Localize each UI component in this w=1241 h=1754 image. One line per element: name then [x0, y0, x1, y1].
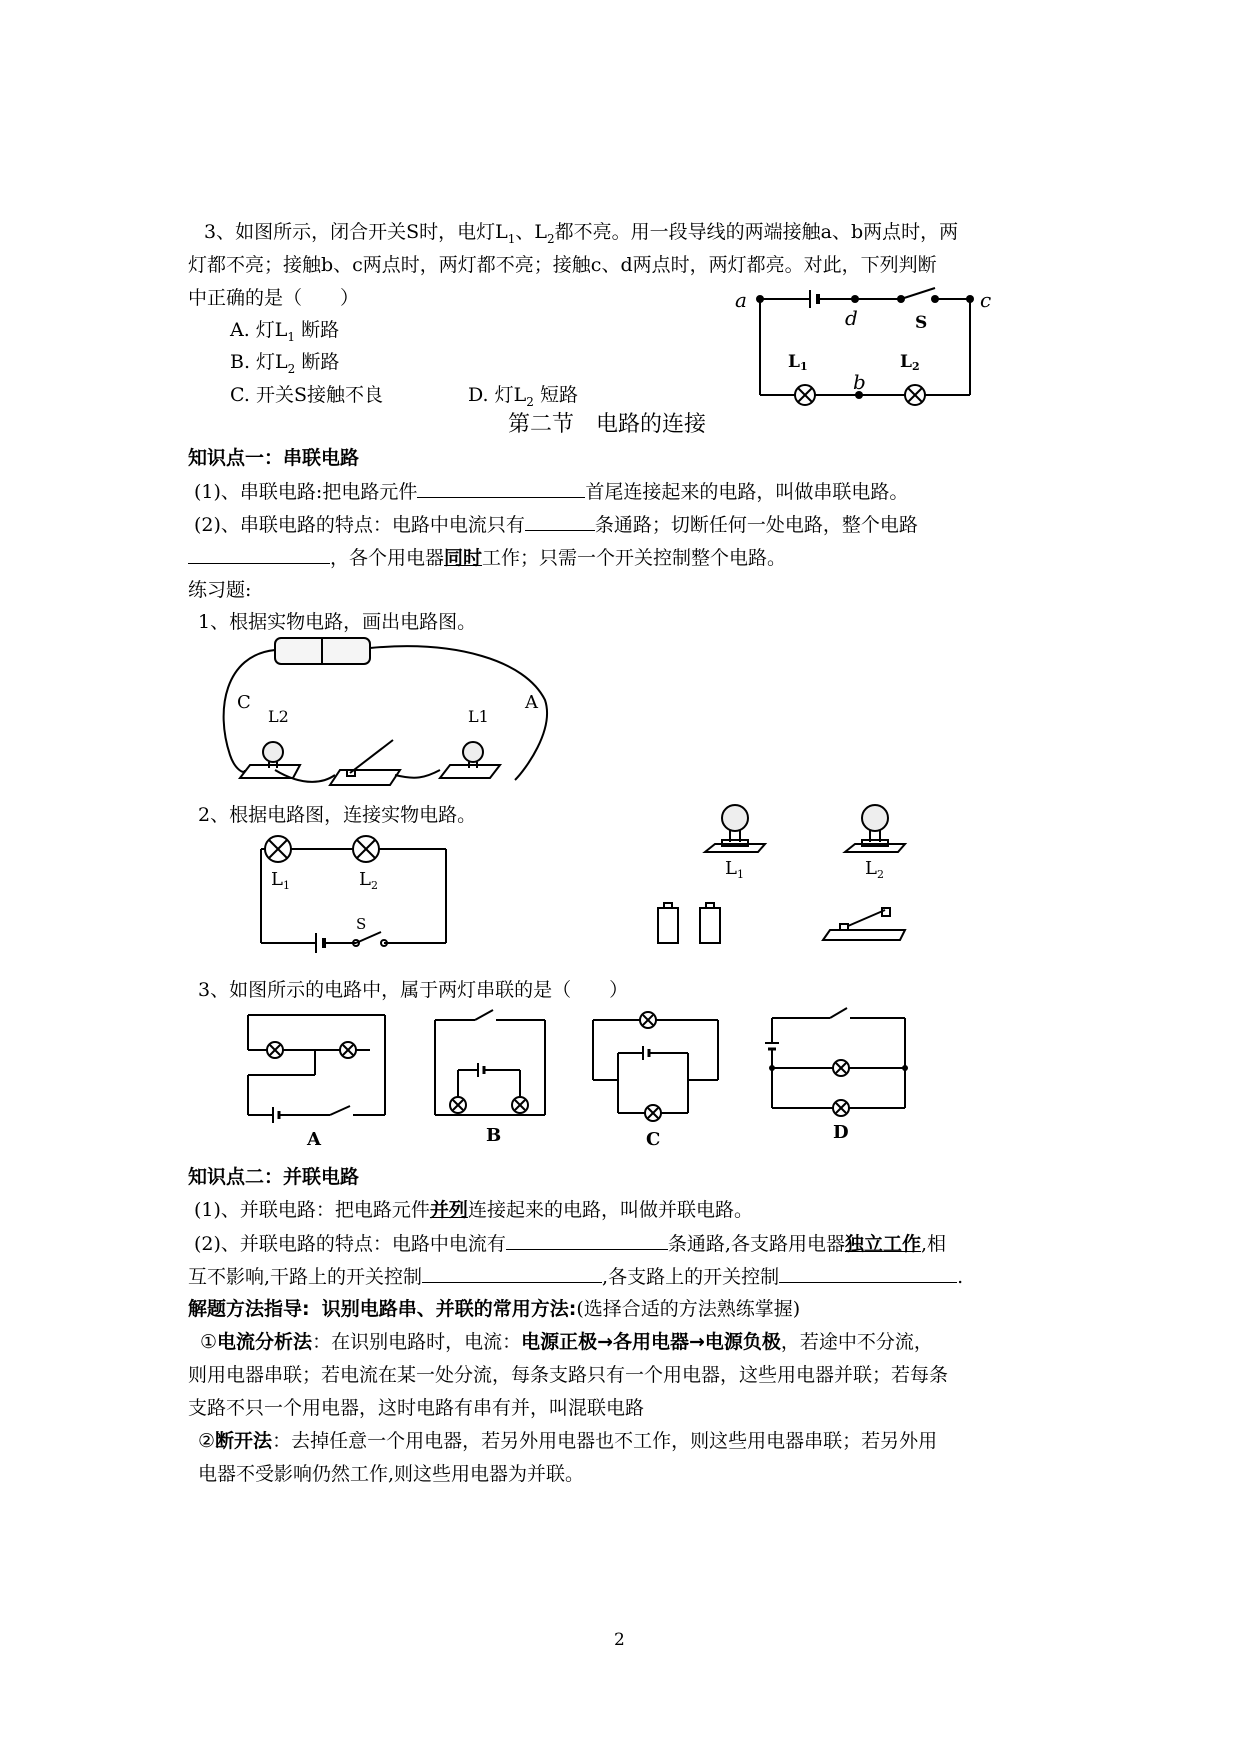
kp2-blank-1[interactable] — [506, 1231, 668, 1250]
ex2-battery-icon — [655, 898, 725, 948]
ex2-switch-icon — [820, 898, 910, 948]
q3-circuit-diagram — [725, 285, 1025, 405]
ex2-lamp-l2-label: $L_2$ — [865, 858, 884, 881]
kp1-paragraph-2-cont: ，各个用电器同时工作；只需一个开关控制整个电路。 — [188, 545, 786, 571]
kp2-heading: 知识点二：并联电路 — [188, 1166, 360, 1188]
ex3-label-c: C — [646, 1129, 661, 1150]
q3-option-d: D. 灯$L_2$ 短路 — [468, 384, 578, 409]
method-2-line2: 电器不受影响仍然工作,则这些用电器为并联。 — [198, 1463, 585, 1485]
ex3-label-a: A — [307, 1129, 321, 1150]
method-2-line1: ②断开法：去掉任意一个用电器，若另外用电器也不工作，则这些用电器串联；若另外用 — [198, 1430, 938, 1452]
kp2-blank-2[interactable] — [422, 1264, 602, 1283]
q3-line1: 3、如图所示，闭合开关S时，电灯$L_1$、$L_2$都不亮。用一段导线的两端接触a、b两点时，两 — [204, 221, 959, 246]
kp1-heading: 知识点一：串联电路 — [188, 447, 360, 469]
method-1-line2: 则用电器串联；若电流在某一处分流，每条支路只有一个用电器，这些用电器并联；若每条 — [188, 1364, 949, 1386]
ex1-physical-circuit — [225, 630, 565, 790]
kp1-blank-1[interactable] — [417, 479, 585, 498]
kp1-paragraph-1: (1)、串联电路:把电路元件 首尾连接起来的电路，叫做串联电路。 — [194, 481, 909, 503]
ex3-label-d: D — [833, 1122, 849, 1143]
q3-option-b: B. 灯$L_2$ 断路 — [230, 351, 340, 376]
ex3-circuit-a — [245, 1010, 395, 1150]
ex1-label-c: C — [237, 692, 251, 713]
ex1-text: 1、根据实物电路，画出电路图。 — [198, 611, 477, 633]
kp2-blank-3[interactable] — [779, 1264, 957, 1283]
ex2-text: 2、根据电路图，连接实物电路。 — [198, 804, 477, 826]
ex2-label-l1: $L_1$ — [271, 869, 290, 892]
method-1-line3: 支路不只一个用电器，这时电路有串有并，叫混联电路 — [188, 1397, 645, 1419]
q3-label-d: d — [845, 306, 858, 330]
ex3-circuit-c — [588, 1005, 728, 1150]
method-heading: 解题方法指导: 识别电路串、并联的常用方法:(选择合适的方法熟练掌握) — [188, 1298, 801, 1320]
q3-option-a: A. 灯$L_1$ 断路 — [230, 319, 340, 344]
ex1-label-a: A — [525, 692, 538, 713]
ex2-label-s: S — [356, 915, 367, 933]
kp1-blank-3[interactable] — [188, 545, 330, 564]
ex3-label-b: B — [486, 1125, 502, 1146]
page-number: 2 — [614, 1630, 625, 1650]
q3-label-l1: L1 — [788, 352, 808, 373]
section-title: 第二节 电路的连接 — [508, 412, 707, 437]
q3-label-b: b — [853, 370, 866, 394]
ex2-circuit-diagram — [256, 835, 456, 947]
kp1-paragraph-2: (2)、串联电路的特点：电路中电流只有 条通路；切断任何一处电路，整个电路 — [194, 514, 918, 536]
q3-label-s: S — [915, 313, 928, 333]
kp1-blank-2[interactable] — [525, 512, 595, 531]
q3-option-c: C. 开关S接触不良 — [230, 384, 383, 406]
kp2-paragraph-2-cont: 互不影响,干路上的开关控制 ,各支路上的开关控制 . — [188, 1266, 964, 1288]
ex2-lamp-l1-label: $L_1$ — [725, 858, 744, 881]
practice-label: 练习题: — [188, 579, 252, 601]
q3-label-a: a — [735, 288, 747, 312]
ex1-label-l2: L2 — [268, 707, 289, 726]
q3-line3: 中正确的是（ ） — [188, 287, 360, 309]
kp2-paragraph-2: (2)、并联电路的特点：电路中电流有 条通路,各支路用电器独立工作,相 — [194, 1233, 947, 1255]
ex2-lamp-l1 — [700, 800, 770, 880]
ex3-circuit-b — [430, 1005, 550, 1145]
ex3-circuit-d — [765, 998, 915, 1143]
ex1-label-l1: L1 — [468, 707, 489, 726]
method-1-line1: ①电流分析法：在识别电路时，电流：电源正极→各用电器→电源负极，若途中不分流， — [200, 1331, 933, 1353]
ex2-label-l2: $L_2$ — [359, 869, 378, 892]
ex2-lamp-l2 — [840, 800, 910, 880]
q3-label-c: c — [980, 288, 992, 312]
ex3-text: 3、如图所示的电路中，属于两灯串联的是（ ） — [198, 979, 629, 1001]
q3-line2: 灯都不亮；接触b、c两点时，两灯都不亮；接触c、d两点时，两灯都亮。对此，下列判断 — [188, 254, 937, 276]
q3-label-l2: L2 — [900, 352, 920, 373]
kp2-paragraph-1: (1)、并联电路：把电路元件并列连接起来的电路，叫做并联电路。 — [194, 1199, 753, 1221]
